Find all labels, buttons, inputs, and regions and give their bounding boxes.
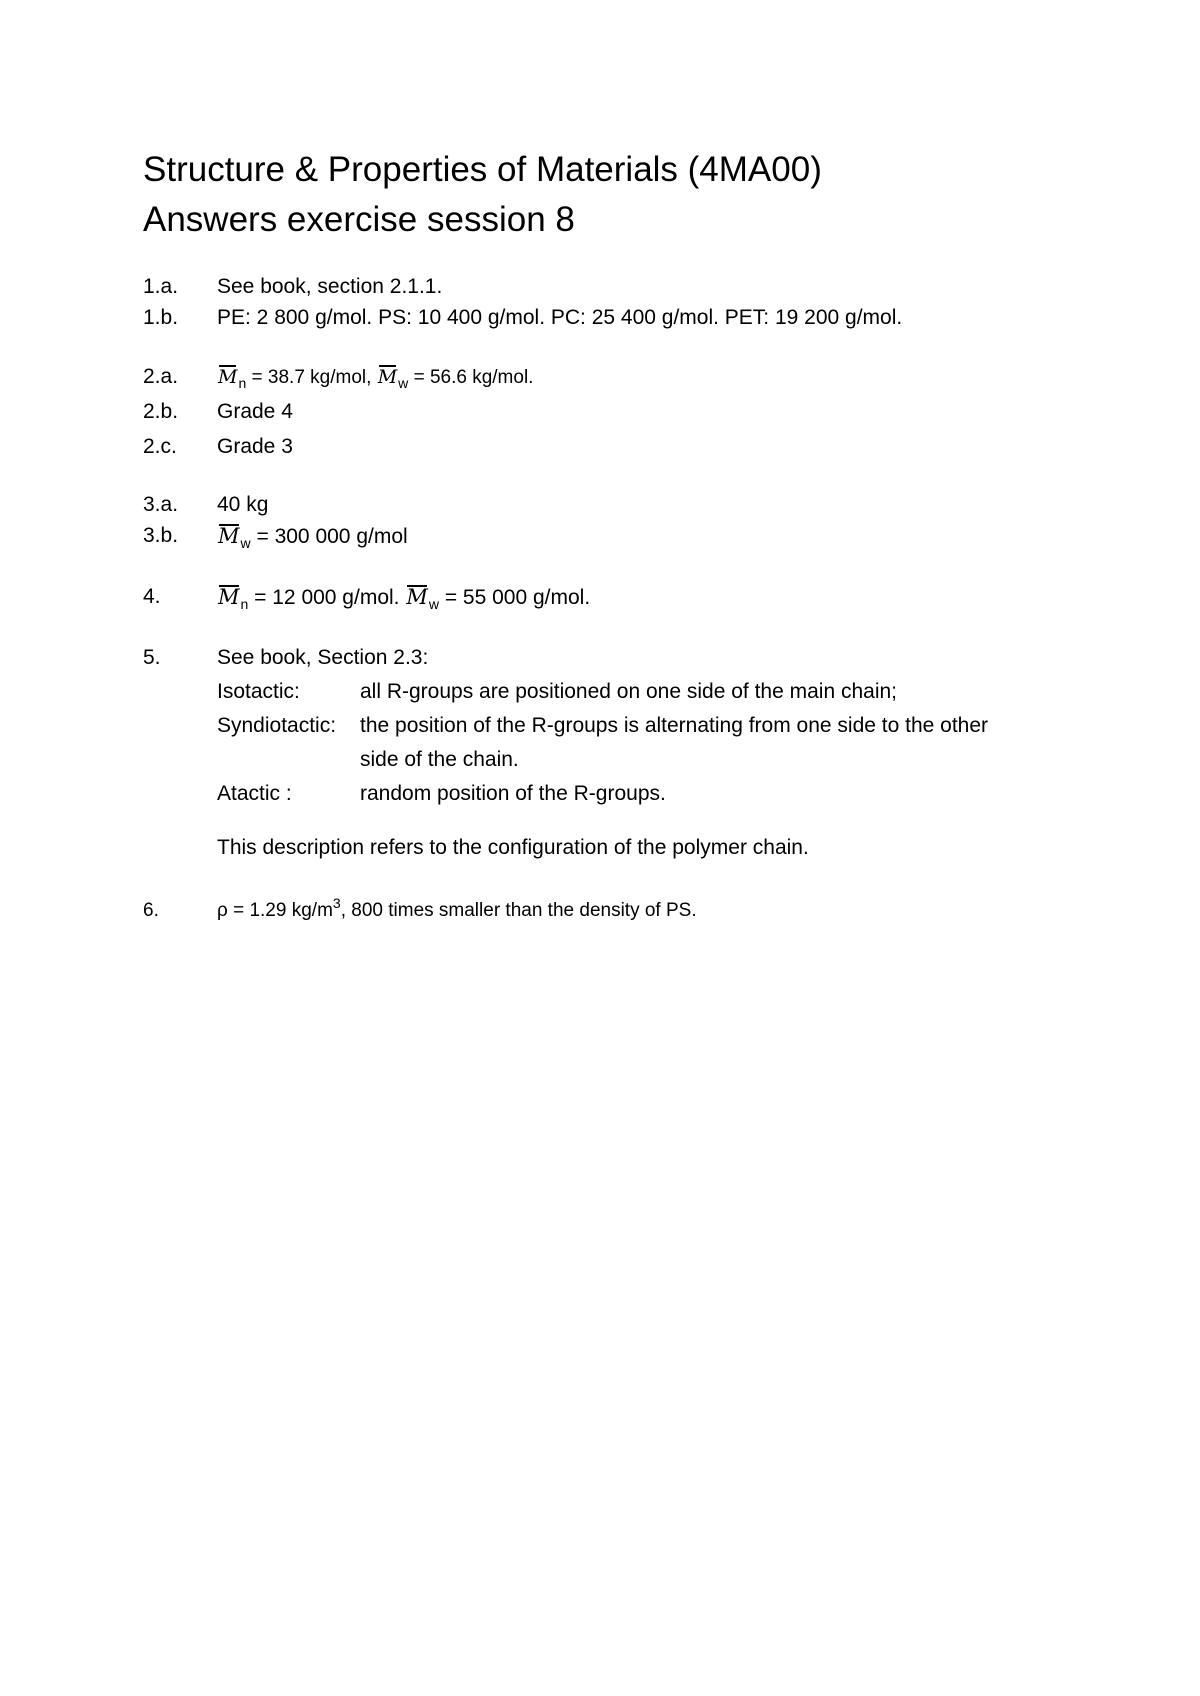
document-title: Structure & Properties of Materials (4MA00) bbox=[143, 150, 822, 189]
mn-subscript: n bbox=[238, 375, 247, 391]
mn-symbol: M bbox=[217, 582, 241, 612]
answer-number: 1.a. bbox=[143, 275, 179, 298]
answer-text: Grade 4 bbox=[217, 400, 293, 423]
isotactic-term: Isotactic: bbox=[217, 680, 300, 703]
answer-number: 3.b. bbox=[143, 524, 179, 547]
mn-subscript: n bbox=[240, 596, 249, 612]
syndiotactic-definition-continued: side of the chain. bbox=[360, 748, 519, 771]
mw-subscript: w bbox=[240, 535, 251, 551]
answer-text: See book, section 2.1.1. bbox=[217, 275, 443, 298]
mw-subscript: w bbox=[398, 375, 409, 391]
answer-text: Grade 3 bbox=[217, 435, 293, 458]
answer-intro: See book, Section 2.3: bbox=[217, 646, 429, 669]
answer-number: 2.c. bbox=[143, 435, 177, 458]
mw-value: = 56.6 kg/mol. bbox=[408, 367, 534, 388]
syndiotactic-term: Syndiotactic: bbox=[217, 714, 337, 737]
answer-text bbox=[217, 896, 697, 926]
mw-symbol: M bbox=[377, 362, 398, 392]
answer-number: 2.b. bbox=[143, 400, 179, 423]
note-text: This description refers to the configuration of the polymer chain. bbox=[217, 836, 809, 859]
answer-text: PE: 2 800 g/mol. PS: 10 400 g/mol. PC: 25 400 g/mol. PET: 19 200 g/mol. bbox=[217, 306, 903, 329]
answer-text bbox=[217, 521, 408, 558]
answer-number: 3.a. bbox=[143, 493, 179, 516]
answer-number: 2.a. bbox=[143, 365, 179, 388]
atactic-definition: random position of the R-groups. bbox=[360, 782, 666, 805]
mn-symbol: M bbox=[217, 362, 238, 392]
mw-symbol: M bbox=[217, 521, 241, 551]
answer-text bbox=[217, 362, 533, 398]
answer-number: 1.b. bbox=[143, 306, 179, 329]
mw-value: = 300 000 g/mol bbox=[250, 525, 408, 548]
mw-symbol: M bbox=[405, 582, 429, 612]
answer-number: 4. bbox=[143, 585, 161, 608]
answer-number: 6. bbox=[143, 900, 159, 921]
density-comparison: , 800 times smaller than the density of PS. bbox=[340, 900, 697, 921]
mn-value: = 38.7 kg/mol, bbox=[246, 367, 377, 388]
mw-value: = 55 000 g/mol. bbox=[438, 586, 591, 609]
answer-text: 40 kg bbox=[217, 493, 269, 516]
density-text: ρ = 1.29 kg/m bbox=[217, 900, 333, 921]
atactic-term: Atactic : bbox=[217, 782, 292, 805]
exponent: 3 bbox=[332, 895, 341, 911]
isotactic-definition: all R-groups are positioned on one side of the main chain; bbox=[360, 680, 897, 703]
mw-subscript: w bbox=[428, 596, 439, 612]
syndiotactic-definition: the position of the R-groups is alternating from one side to the other bbox=[360, 714, 989, 737]
answer-text bbox=[217, 582, 590, 619]
answer-number: 5. bbox=[143, 646, 161, 669]
document-subtitle: Answers exercise session 8 bbox=[143, 200, 575, 239]
mn-value: = 12 000 g/mol. bbox=[248, 586, 406, 609]
